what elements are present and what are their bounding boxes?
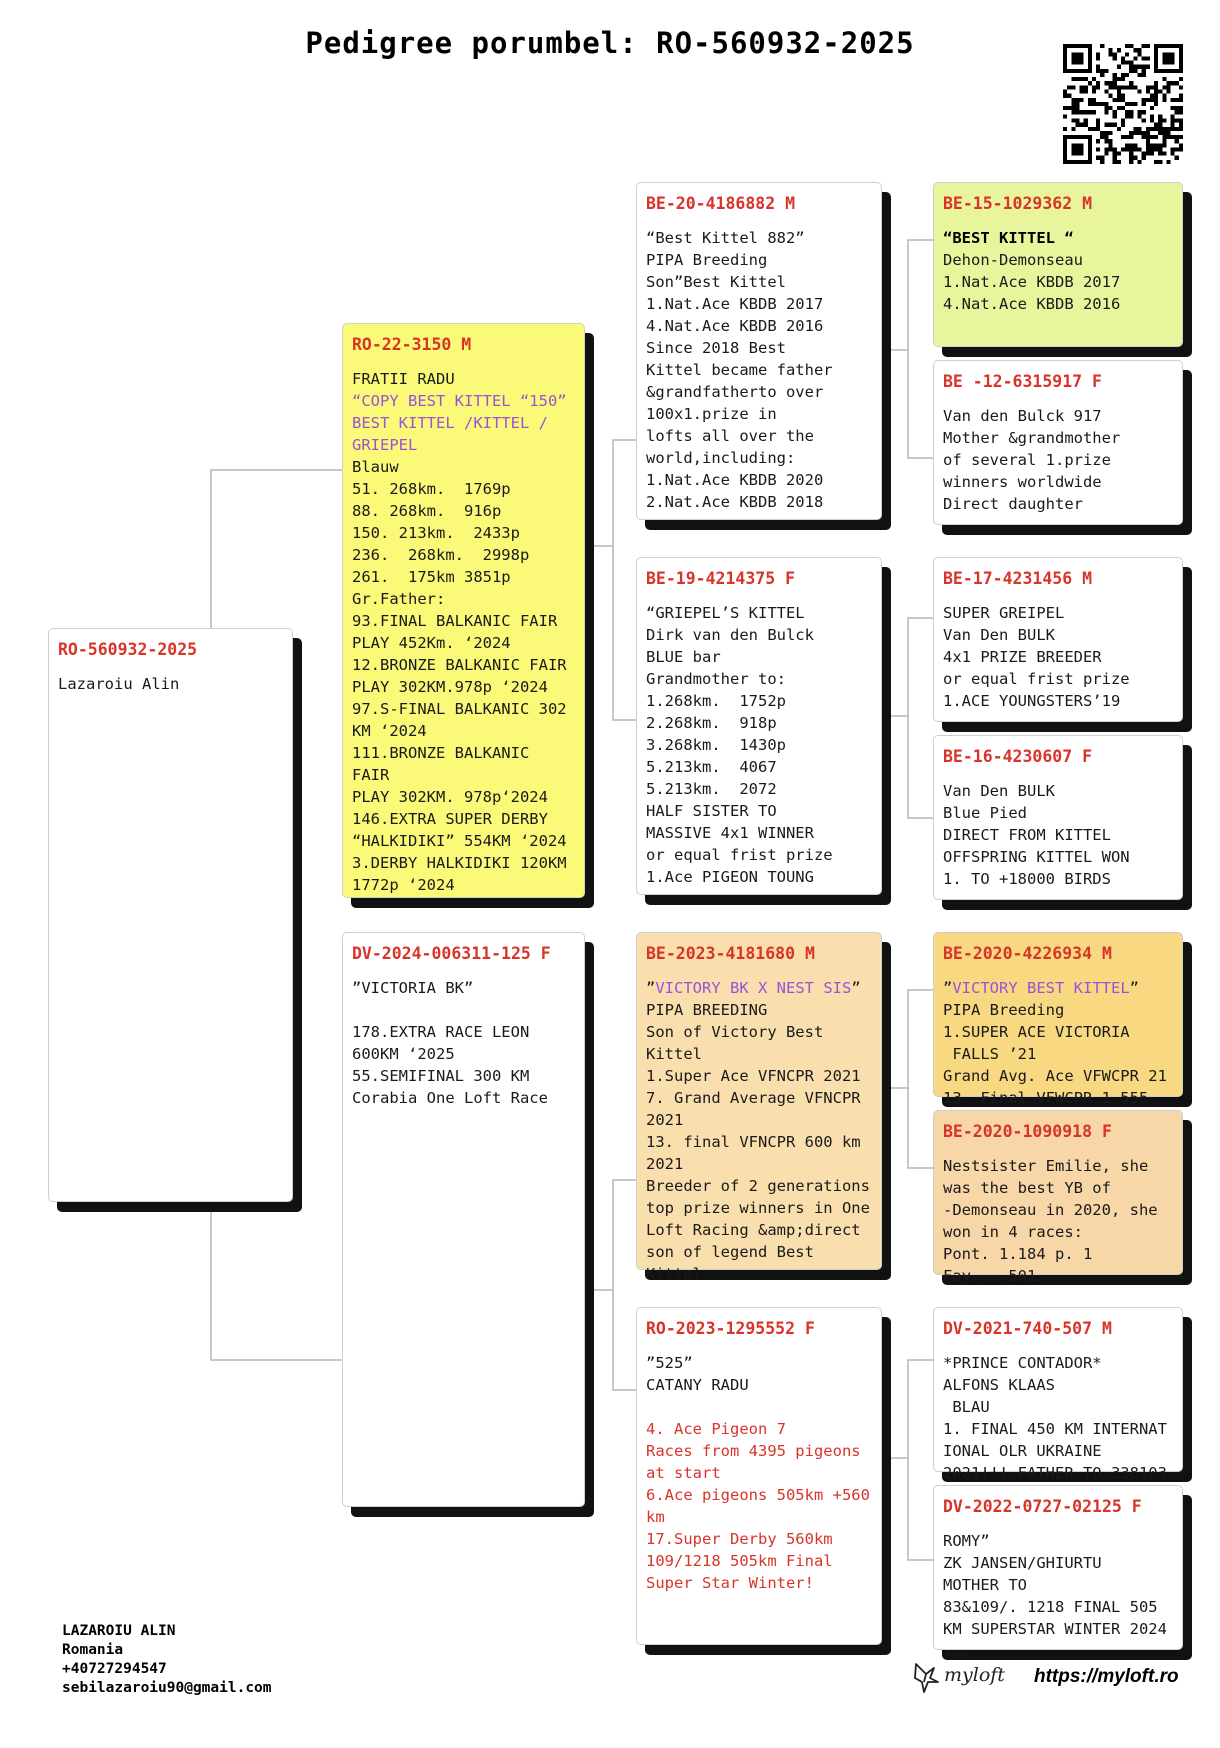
grandparent-ring: RO-2023-1295552 F [646, 1319, 815, 1338]
note-line: 3.DERBY HALKIDIKI 120KM [352, 854, 567, 872]
note-line: 146.EXTRA SUPER DERBY [352, 810, 548, 828]
note-line: 2.268km. 918p [646, 714, 777, 732]
note-line: 2.Nat.Ace KBDB 2018 [646, 493, 824, 511]
note-line: top prize winners in One [646, 1199, 870, 1217]
sire-notes [352, 368, 575, 896]
note-line: 17.Super Derby 560km [646, 1530, 833, 1548]
great-grandparent-card[interactable] [933, 735, 1183, 900]
note-line: Corabia One Loft Race [352, 1089, 548, 1107]
note-line: 12.BRONZE BALKANIC FAIR [352, 656, 567, 674]
note-line: Pont. 1.184 p. 1 [943, 1245, 1093, 1263]
note-line: OFFSPRING KITTEL WON [943, 848, 1130, 866]
note-line: IONAL OLR UKRAINE [943, 1442, 1102, 1460]
note-line: 55.SEMIFINAL 300 KM [352, 1067, 530, 1085]
note-line: 1.Super Ace VFNCPR 2021 [646, 1067, 861, 1085]
pedigree-cross: VICTORY BK X NEST SIS [655, 979, 852, 997]
note-line: 13. Final VFWCPR 1 555 [943, 1089, 1149, 1107]
great-grandparent-card[interactable] [933, 932, 1183, 1107]
note-line: Son of Victory Best [646, 1023, 824, 1041]
subject-card[interactable] [48, 628, 293, 1202]
great-grandparent-card[interactable] [933, 1110, 1183, 1285]
note-line: SUPER GREIPEL [943, 604, 1065, 622]
note-line: or equal frist prize [943, 670, 1130, 688]
great-grandparent-ring: BE -12-6315917 F [943, 372, 1102, 391]
note-line: 83&109/. 1218 FINAL 505 [943, 1598, 1158, 1616]
note-line: 178.EXTRA RACE LEON [352, 1023, 530, 1041]
note-line: ROMY” [943, 1532, 990, 1550]
note-line: “GRIEPEL’S KITTEL [646, 604, 805, 622]
note-line: winners worldwide [943, 473, 1102, 491]
note-line: 4.Nat.Ace KBDB 2016 [646, 317, 824, 335]
note-line: FALLS ’21 [943, 1045, 1037, 1063]
quote-close: ” [1129, 979, 1139, 997]
owner-name: LAZAROIU ALIN [62, 1623, 176, 1639]
sire-ring: RO-22-3150 M [352, 335, 472, 354]
owner-contact [62, 1622, 272, 1698]
note-line: or equal frist prize [646, 846, 833, 864]
subject-ring: RO-560932-2025 [58, 640, 198, 659]
great-grandparent-notes [943, 227, 1173, 315]
note-line: lofts all over the [646, 427, 814, 445]
great-grandparent-ring: BE-16-4230607 F [943, 747, 1093, 766]
great-grandparent-notes [943, 1352, 1173, 1484]
note-line: 1.SUPER ACE VICTORIA [943, 1023, 1130, 1041]
note-line: 7. Grand Average VFNCPR [646, 1089, 861, 1107]
note-line: Blauw [352, 458, 399, 476]
note-line: ... [943, 1642, 971, 1660]
note-line: of several 1.prize [943, 451, 1111, 469]
note-line: Nestsister Emilie, she [943, 1157, 1149, 1175]
owner-email[interactable]: sebilazaroiu90@gmail.com [62, 1680, 272, 1696]
great-grandparent-ring: BE-2020-4226934 M [943, 944, 1112, 963]
great-grandparent-notes [943, 780, 1173, 890]
note-line: Fay... 501 [943, 1267, 1037, 1285]
note-line: PLAY 452Km. ‘2024 [352, 634, 511, 652]
grandparent-ring: BE-2023-4181680 M [646, 944, 815, 963]
note-line: 236. 268km. 2998p [352, 546, 530, 564]
note-line: 13. final VFNCPR 600 km [646, 1133, 861, 1151]
note-line: Kittel became father [646, 361, 833, 379]
note-line: PIPA Breeding [943, 1001, 1065, 1019]
myloft-brand [912, 1658, 1192, 1698]
note-line: 5.213km. 4067 [646, 758, 777, 776]
owner-phone[interactable]: +40727294547 [62, 1661, 167, 1677]
note-line: 600KM ‘2025 [352, 1045, 455, 1063]
note-line: Dehon-Demonseau [943, 251, 1083, 269]
owner-country: Romania [62, 1642, 124, 1658]
note-line: Van Den BULK [943, 782, 1055, 800]
note-line: Breeder of 2 generations [646, 1177, 870, 1195]
note-line: PIPA Breeding [646, 251, 768, 269]
note-line: Grandmother to: [646, 670, 786, 688]
great-grandparent-ring: BE-17-4231456 M [943, 569, 1093, 588]
note-line: world,including: [646, 449, 796, 467]
note-line: 1. FINAL 450 KM INTERNAT [943, 1420, 1167, 1438]
note-line: “COPY BEST KITTEL “150” [352, 392, 567, 410]
grandparent-card[interactable] [636, 932, 882, 1283]
note-line: 1.ACE YOUNGSTERS’19 [943, 692, 1121, 710]
note-line: ALFONS KLAAS [943, 1376, 1055, 1394]
pigeon-logo-icon [912, 1658, 942, 1696]
note-line: son of legend Best [646, 1243, 814, 1261]
grandparent-ring: BE-19-4214375 F [646, 569, 796, 588]
note-line: KM ‘2024 [352, 722, 427, 740]
note-line: 6.Ace pigeons 505km +560 [646, 1486, 870, 1504]
note-line: CATANY RADU [646, 1376, 749, 1394]
great-grandparent-ring: DV-2022-0727-02125 F [943, 1497, 1142, 1516]
great-grandparent-card[interactable] [933, 182, 1183, 347]
note-line: 261. 175km 3851p [352, 568, 511, 586]
note-line: 150. 213km. 2433p [352, 524, 520, 542]
brand-logo-text: myloft [944, 1664, 1005, 1686]
note-line: BEST KITTEL /KITTEL / [352, 414, 548, 432]
note-line: GRIEPEL [352, 436, 418, 454]
grandparent-ring: BE-20-4186882 M [646, 194, 796, 213]
sire-card[interactable] [342, 323, 585, 898]
note-line: ZK JANSEN/GHIURTU [943, 1554, 1102, 1572]
note-line: 1.Nat.Ace KBDB 2020 [646, 471, 824, 489]
note-line: PLAY 302KM. 978p‘2024 [352, 788, 548, 806]
note-line: Direct daughter [943, 495, 1083, 513]
note-line: 5.213km. 2072 [646, 780, 777, 798]
note-line: *PRINCE CONTADOR* [943, 1354, 1102, 1372]
note-line: 1.Nat.Ace KBDB 2017 [943, 273, 1121, 291]
quote-open: ” [943, 979, 953, 997]
grandparent-notes [646, 1352, 872, 1594]
note-line: Kittel [646, 1045, 702, 1063]
grandparent-notes [646, 602, 872, 888]
great-grandparent-notes [943, 602, 1173, 712]
note-line: 1772p ‘2024 [352, 876, 455, 894]
note-line: 2021 [646, 1155, 684, 1173]
great-grandparent-notes-rest [943, 1001, 1167, 1107]
note-line: won in 4 races: [943, 1223, 1083, 1241]
note-line: Dirk van den Bulck [646, 626, 814, 644]
note-line: “Best Kittel 882” [646, 229, 805, 247]
note-line: 2021!!! FATHER TO 338103 [943, 1464, 1167, 1482]
note-line: FRATII RADU [352, 370, 455, 388]
note-line: Loft Racing &amp;direct [646, 1221, 861, 1239]
great-grandparent-card[interactable] [933, 360, 1183, 525]
note-line: Blue Pied [943, 804, 1027, 822]
note-line: 1.Ace PIGEON TOUNG [646, 868, 814, 886]
note-line: was the best YB of [943, 1179, 1111, 1197]
note-line: Super Star Winter! [646, 1574, 814, 1592]
note-line: ”VICTORIA BK” [352, 979, 474, 997]
note-line: 97.S-FINAL BALKANIC 302 [352, 700, 567, 718]
note-line: Mother &grandmother [943, 429, 1121, 447]
note-line: ”525” [646, 1354, 693, 1372]
note-line: Grand Avg. Ace VFWCPR 21 [943, 1067, 1167, 1085]
note-line: Races from 4395 pigeons [646, 1442, 861, 1460]
grandparent-notes [646, 227, 872, 513]
grandparent-card[interactable] [636, 557, 882, 895]
great-grandparent-card[interactable] [933, 1485, 1183, 1660]
note-line: 4. Ace Pigeon 7 [646, 1420, 786, 1438]
note-line: KM SUPERSTAR WINTER 2024 [943, 1620, 1167, 1638]
note-line: Van den Bulck 917 [943, 407, 1102, 425]
grandparent-card[interactable] [636, 1307, 882, 1645]
brand-url[interactable]: https://myloft.ro [1034, 1666, 1179, 1687]
note-line: “HALKIDIKI” 554KM ‘2024 [352, 832, 567, 850]
note-line: 1.268km. 1752p [646, 692, 786, 710]
note-line: -Demonseau in 2020, she [943, 1201, 1158, 1219]
dam-card[interactable] [342, 932, 585, 1507]
note-line: 2021 [646, 1111, 684, 1129]
note-line: 4x1 PRIZE BREEDER [943, 648, 1102, 666]
grandparent-notes-rest [646, 1001, 870, 1283]
great-grandparent-card[interactable] [933, 557, 1183, 722]
note-line: “BEST KITTEL “ [943, 229, 1074, 247]
note-line: 1. TO +18000 BIRDS [943, 870, 1111, 888]
page-title: Pedigree porumbel: RO-560932-2025 [305, 26, 915, 60]
great-grandparent-card[interactable] [933, 1307, 1183, 1482]
pedigree-cross: VICTORY BEST KITTEL [952, 979, 1130, 997]
dam-ring: DV-2024-006311-125 F [352, 944, 551, 963]
note-line: DIRECT FROM KITTEL [943, 826, 1111, 844]
quote-open: ” [646, 979, 656, 997]
dam-notes [352, 977, 575, 1109]
note-line: 51. 268km. 1769p [352, 480, 511, 498]
note-line: &grandfatherto over [646, 383, 824, 401]
great-grandparent-notes [943, 1530, 1173, 1662]
note-line: 93.FINAL BALKANIC FAIR [352, 612, 558, 630]
great-grandparent-notes [943, 977, 1173, 1109]
great-grandparent-notes [943, 405, 1173, 515]
great-grandparent-ring: BE-2020-1090918 F [943, 1122, 1112, 1141]
subject-owner: Lazaroiu Alin [58, 675, 180, 693]
note-line: Van Den BULK [943, 626, 1055, 644]
note-line: 88. 268km. 916p [352, 502, 502, 520]
note-line: BLAU [943, 1398, 990, 1416]
note-line: PLAY 302KM.978p ‘2024 [352, 678, 548, 696]
note-line: 111.BRONZE BALKANIC FAIR [352, 744, 539, 784]
note-line: 3.268km. 1430p [646, 736, 786, 754]
great-grandparent-ring: BE-15-1029362 M [943, 194, 1093, 213]
note-line: 100x1.prize in [646, 405, 777, 423]
note-line: 109/1218 505km Final [646, 1552, 833, 1570]
note-line: PIPA BREEDING [646, 1001, 768, 1019]
note-line: Kittel [646, 1265, 702, 1283]
quote-close: ” [851, 979, 861, 997]
note-line: at start [646, 1464, 721, 1482]
note-line: 1.Nat.Ace KBDB 2017 [646, 295, 824, 313]
note-line: km [646, 1508, 665, 1526]
great-grandparent-notes [943, 1155, 1173, 1287]
note-line: Since 2018 Best [646, 339, 786, 357]
note-line: Gr.Father: [352, 590, 446, 608]
note-line: HALF SISTER TO [646, 802, 777, 820]
note-line: BLUE bar [646, 648, 721, 666]
note-line: 4.Nat.Ace KBDB 2016 [943, 295, 1121, 313]
grandparent-notes [646, 977, 872, 1285]
great-grandparent-ring: DV-2021-740-507 M [943, 1319, 1112, 1338]
note-line: MASSIVE 4x1 WINNER [646, 824, 814, 842]
note-line: MOTHER TO [943, 1576, 1027, 1594]
note-line: Son”Best Kittel [646, 273, 786, 291]
grandparent-card[interactable] [636, 182, 882, 520]
